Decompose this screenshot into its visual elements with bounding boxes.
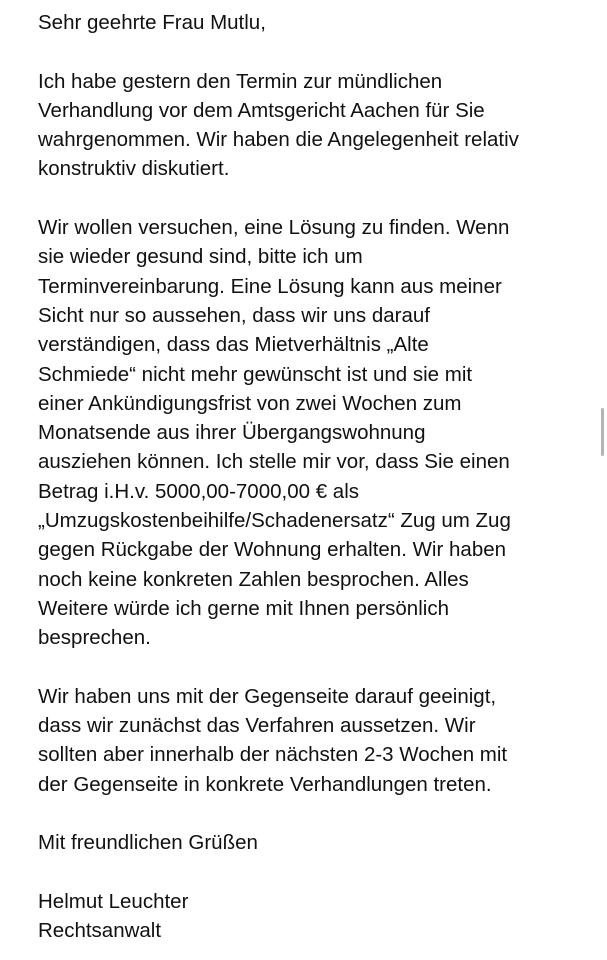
text-line: konstruktiv diskutiert. [38,157,230,181]
salutation: Sehr geehrte Frau Mutlu, [38,11,266,34]
text-line: gegen Rückgabe der Wohnung erhalten. Wir haben [38,538,507,562]
text-line: Ich habe gestern den Termin zur mündlichen [38,69,443,93]
text-line: Betrag i.H.v. 5000,00-7000,00 € als [38,479,359,503]
signature-name: Helmut Leuchter [38,889,189,913]
text-line: dass wir zunächst das Verfahren aussetzen. Wir [38,714,476,738]
text-line: der Gegenseite in konkrete Verhandlungen treten. [38,772,492,796]
text-line: Weitere würde ich gerne mit Ihnen persönlich [38,596,449,620]
text-line: ausziehen können. Ich stelle mir vor, dass Sie einen [38,450,510,474]
text-line: verständigen, dass das Mietverhältnis „Alte [38,333,429,357]
text-line: Terminvereinbarung. Eine Lösung kann aus meiner [38,274,502,298]
text-line: Schmiede“ nicht mehr gewünscht ist und sie mit [38,362,473,386]
paragraph-proposal [38,213,603,652]
text-line: „Umzugskostenbeihilfe/Schadenersatz“ Zug um Zug [38,509,511,533]
text-line: besprechen. [38,626,151,650]
signature-block [38,887,603,946]
text-line: Wir wollen versuchen, eine Lösung zu finden. Wenn [38,216,510,240]
paragraph-hearing [38,67,603,184]
text-line: einer Ankündigungsfrist von zwei Wochen zum [38,391,462,415]
text-line: Wir haben uns mit der Gegenseite darauf geeinigt, [38,684,497,708]
letter-body [38,8,603,946]
signature-title: Rechtsanwalt [38,919,162,943]
text-line: Sicht nur so aussehen, dass wir uns darauf [38,303,430,327]
closing: Mit freundlichen Grüßen [38,831,258,855]
text-line: wahrgenommen. Wir haben die Angelegenheit relativ [38,128,519,152]
text-line: noch keine konkreten Zahlen besprochen. Alles [38,567,469,591]
text-line: sollten aber innerhalb der nächsten 2-3 Wochen mit [38,743,508,767]
text-line: Monatsende aus ihrer Übergangswohnung [38,421,426,445]
text-line: sie wieder gesund sind, bitte ich um [38,245,363,269]
paragraph-agreement [38,682,603,799]
text-line: Verhandlung vor dem Amtsgericht Aachen für Sie [38,98,485,122]
vertical-scrollbar[interactable] [601,408,604,456]
